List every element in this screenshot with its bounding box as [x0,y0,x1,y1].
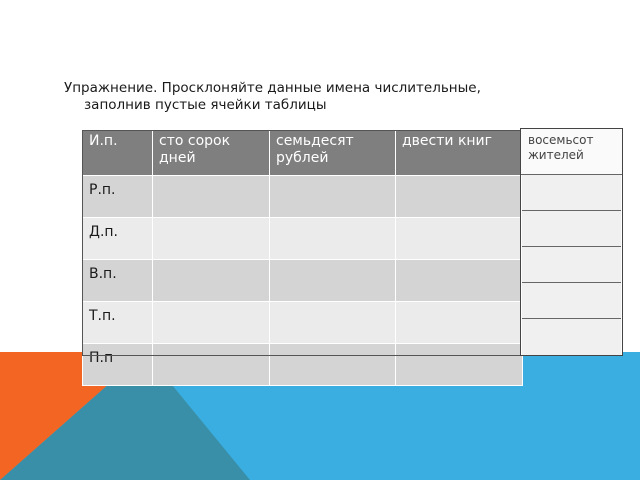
empty-cell[interactable] [153,176,270,218]
header-semdesyat-rubley: семьдесят рублей [270,131,396,176]
side-table [520,128,623,356]
empty-cell[interactable] [270,218,396,260]
empty-cell[interactable] [396,302,523,344]
empty-cell[interactable] [396,218,523,260]
row-label-tv: Т.п. [83,302,153,344]
header-sto-sorok-dney: сто сорок дней [153,131,270,176]
row-label-rod: Р.п. [83,176,153,218]
empty-cell[interactable] [270,176,396,218]
declension-table [82,130,523,386]
empty-cell[interactable] [270,302,396,344]
row-label-pr: П.п [83,344,153,386]
side-empty-cell[interactable] [522,211,621,247]
row-label-vin: В.п. [83,260,153,302]
side-header-vosemsot-zhiteley: восемьсот жителей [521,129,622,175]
table-row [83,344,523,386]
empty-cell[interactable] [396,344,523,386]
table-row [83,176,523,218]
side-empty-cell[interactable] [522,247,621,283]
header-case-im: И.п. [83,131,153,176]
table-row [83,302,523,344]
side-empty-cell[interactable] [522,175,621,211]
header-row [83,131,523,176]
title-line-1: Упражнение. Просклоняйте данные имена числительные, [64,80,481,96]
table-row [83,218,523,260]
empty-cell[interactable] [153,260,270,302]
title-line-2: заполнив пустые ячейки таблицы [84,97,327,113]
empty-cell[interactable] [153,218,270,260]
empty-cell[interactable] [270,344,396,386]
exercise-title [64,80,604,114]
empty-cell[interactable] [153,302,270,344]
empty-cell[interactable] [396,260,523,302]
header-dvesti-knig: двести книг [396,131,523,176]
empty-cell[interactable] [396,176,523,218]
empty-cell[interactable] [270,260,396,302]
table-row [83,260,523,302]
empty-cell[interactable] [153,344,270,386]
row-label-dat: Д.п. [83,218,153,260]
side-empty-cell[interactable] [522,319,621,355]
side-empty-cell[interactable] [522,283,621,319]
